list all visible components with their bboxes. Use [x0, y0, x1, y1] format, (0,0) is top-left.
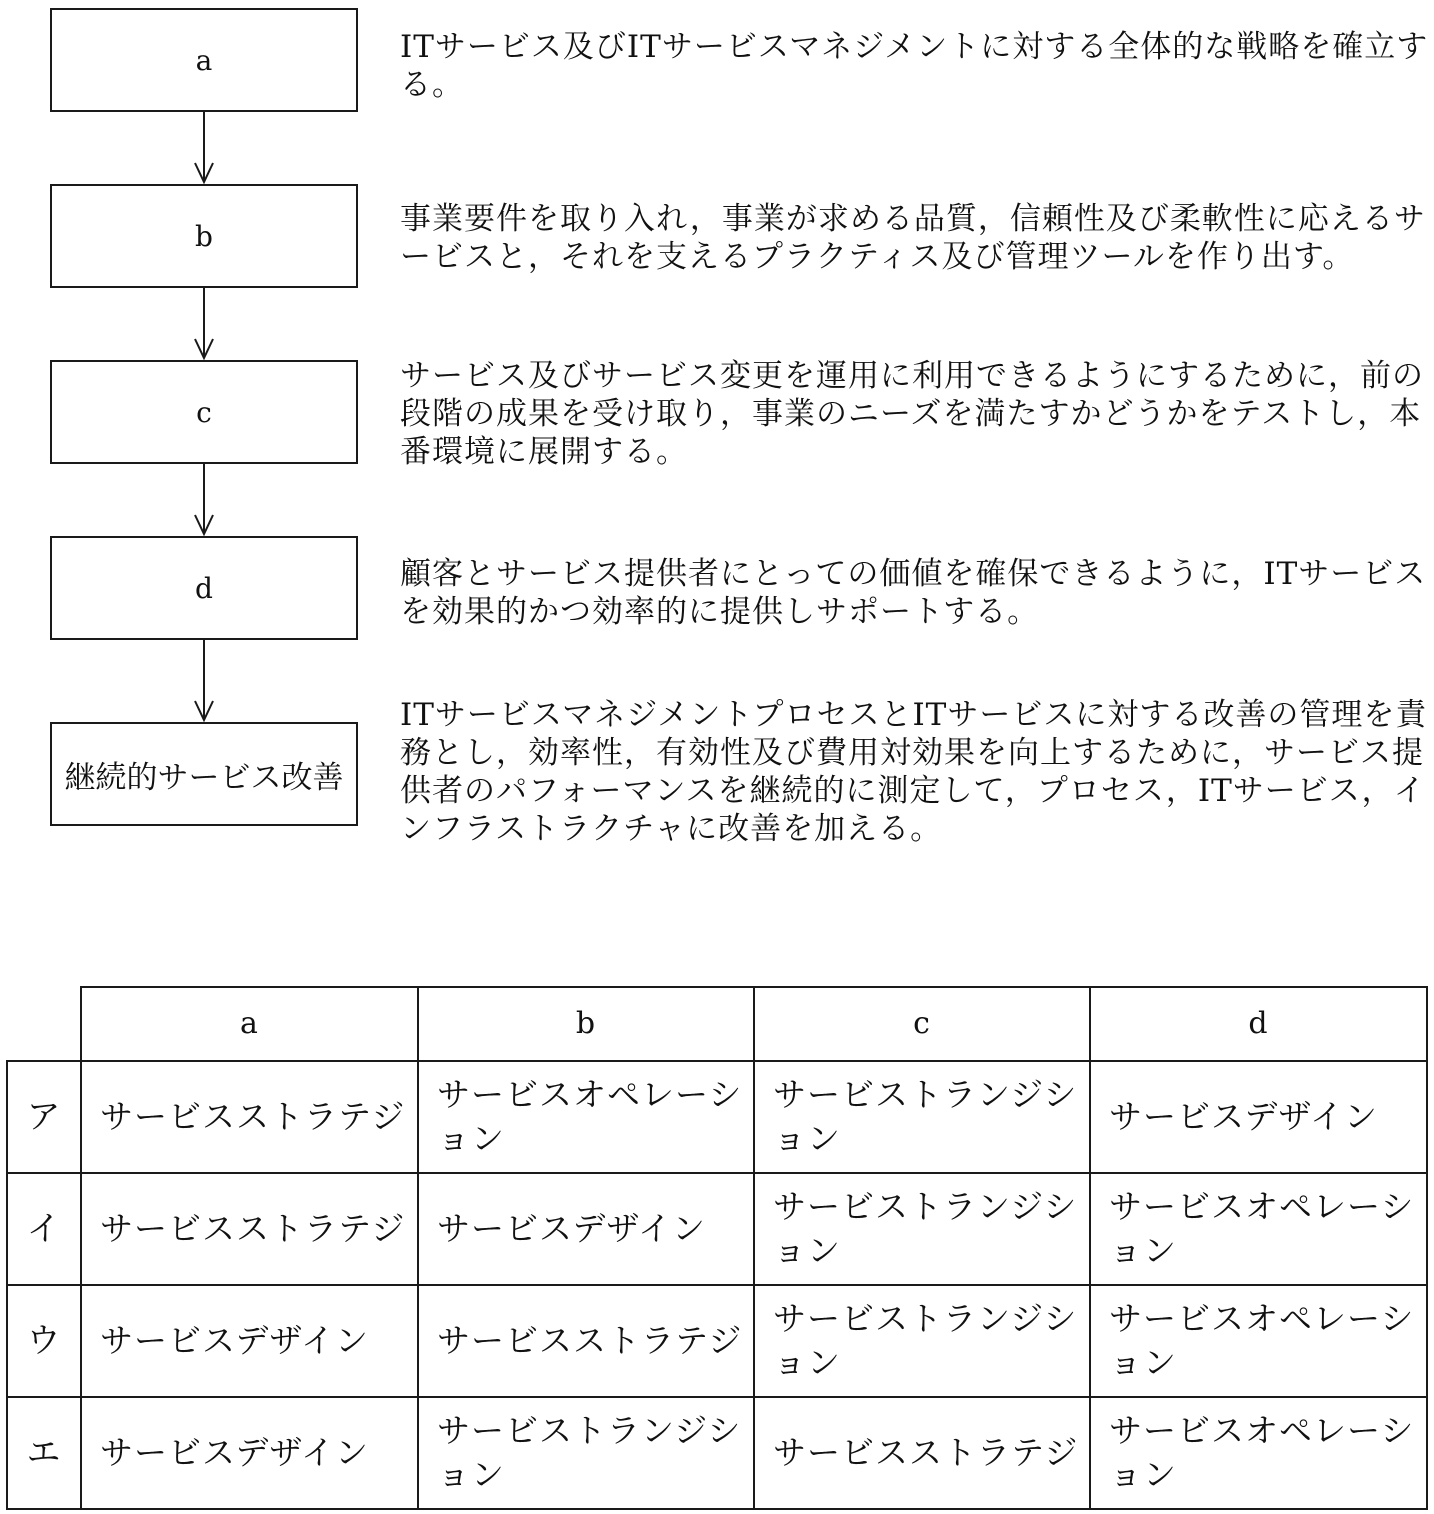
answer-table-header-row [7, 987, 1427, 1061]
description-a: ITサービス及びITサービスマネジメントに対する全体的な戦略を確立する。 [400, 29, 1429, 103]
option-cell: サービスオペレーション [1090, 1397, 1427, 1509]
answer-option-row [7, 1397, 1427, 1509]
option-cell: サービスデザイン [81, 1397, 418, 1509]
option-cell: サービスオペレーション [418, 1061, 754, 1173]
option-cell: サービスストラテジ [418, 1285, 754, 1397]
option-label: ウ [7, 1285, 81, 1397]
answer-option-row [7, 1061, 1427, 1173]
option-cell: サービスオペレーション [1090, 1173, 1427, 1285]
option-cell: サービスストラテジ [81, 1173, 418, 1285]
description-c: サービス及びサービス変更を運用に利用できるようにするために，前の段階の成果を受け取り，事業のニーズを満たすかどうかをテストし，本番環境に展開する。 [400, 358, 1424, 470]
flow-box-b-label: b [195, 219, 213, 253]
option-cell: サービスデザイン [81, 1285, 418, 1397]
answer-table [6, 986, 1428, 1510]
answer-table-header-d: d [1090, 987, 1427, 1061]
option-cell: サービスストラテジ [81, 1061, 418, 1173]
option-label: エ [7, 1397, 81, 1509]
description-d: 顧客とサービス提供者にとっての価値を確保できるように，ITサービスを効果的かつ効率的に提供しサポートする。 [400, 556, 1427, 630]
option-cell: サービスオペレーション [1090, 1285, 1427, 1397]
answer-table-corner [7, 987, 81, 1061]
answer-table-header-a: a [81, 987, 418, 1061]
flow-box-continual-improvement-label: 継続的サービス改善 [64, 759, 344, 796]
option-cell: サービスデザイン [1090, 1061, 1427, 1173]
flow-box-c-label: c [196, 395, 212, 429]
option-cell: サービスストラテジ [754, 1397, 1090, 1509]
option-cell: サービストランジション [754, 1285, 1090, 1397]
description-continual-improvement: ITサービスマネジメントプロセスとITサービスに対する改善の管理を責務とし，効率性，有効性及び費用対効果を向上するために，サービス提供者のパフォーマンスを継続的に測定して，プロセス，ITサービス，インフラストラクチャに改善を加える。 [400, 697, 1428, 847]
answer-table-header-c: c [754, 987, 1090, 1061]
option-cell: サービストランジション [754, 1061, 1090, 1173]
option-label: イ [7, 1173, 81, 1285]
option-cell: サービストランジション [754, 1173, 1090, 1285]
option-label: ア [7, 1061, 81, 1173]
flow-box-d-label: d [195, 571, 213, 605]
answer-option-row [7, 1285, 1427, 1397]
answer-option-row [7, 1173, 1427, 1285]
option-cell: サービスデザイン [418, 1173, 754, 1285]
option-cell: サービストランジション [418, 1397, 754, 1509]
description-b: 事業要件を取り入れ，事業が求める品質，信頼性及び柔軟性に応えるサービスと，それを支えるプラクティス及び管理ツールを作り出す。 [400, 201, 1426, 275]
flow-box-a-label: a [195, 43, 213, 77]
answer-table-header-b: b [418, 987, 754, 1061]
